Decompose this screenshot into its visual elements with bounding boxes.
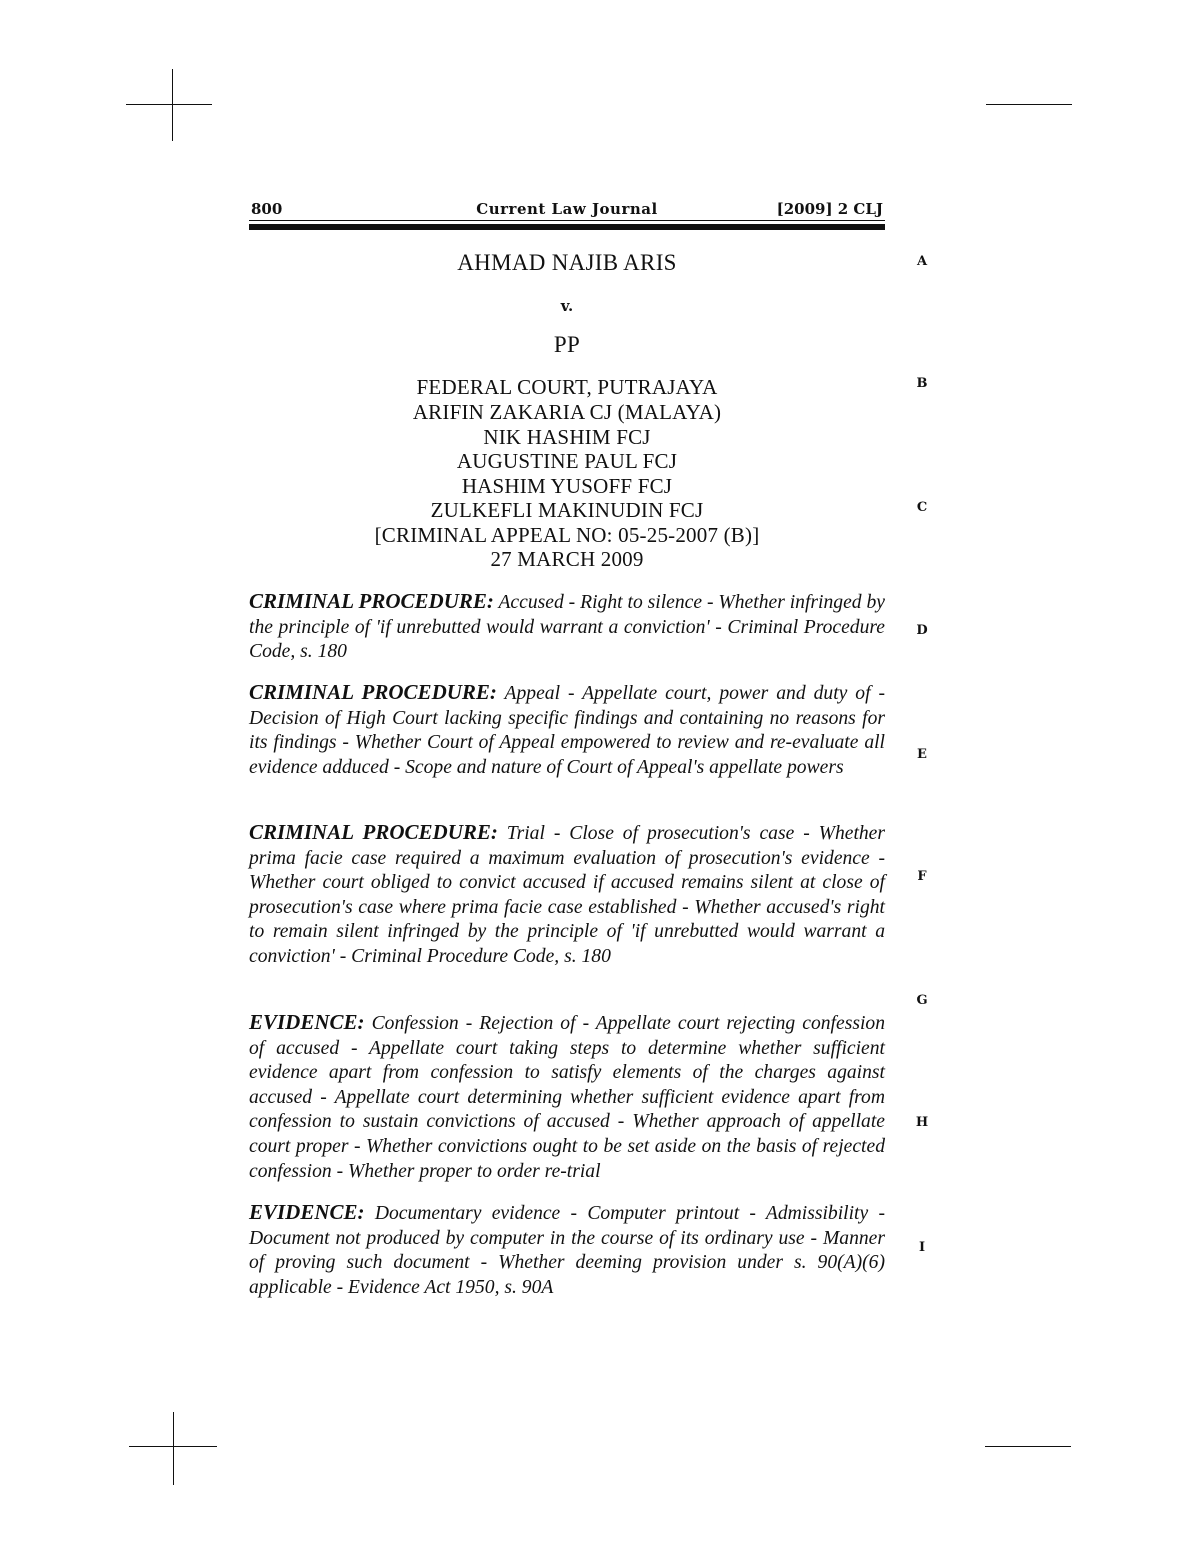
margin-letter: H [915,1115,929,1130]
catchword-heading: CRIMINAL PROCEDURE: [249,820,498,844]
catchword-paragraph [249,589,885,665]
catchword-paragraph [249,1200,885,1300]
catchword-heading: EVIDENCE: [249,1010,365,1034]
margin-letter: C [916,500,928,515]
appeal-number: [CRIMINAL APPEAL NO: 05-25-2007 (B)] [374,523,760,547]
page-number: 800 [251,200,283,218]
margin-letter: F [917,869,927,884]
margin-letter: A [916,254,928,269]
catchword-heading: CRIMINAL PROCEDURE: [249,680,497,704]
catchword-text: Trial - Close of prosecution's case - Whether prima facie case required a maximum evaluation of prosecution's evidence - Whether court obliged to convict accused if accused remains silent at close of prosecution's case where prima facie case established - Whether accused's right to remain silent infringed by the principle of 'if unrebutted would warrant a conviction' - Criminal Procedure Code, s. 180 [249,823,886,967]
catchword-paragraph [249,680,885,780]
margin-letter: E [917,747,927,762]
crop-mark-bottom-right-horizontal [985,1446,1071,1447]
crop-mark-bottom-left-vertical [173,1412,174,1485]
margin-letter: I [918,1240,926,1255]
crop-mark-top-left-horizontal [126,104,212,105]
catchword-paragraph [249,820,885,970]
judgment-date: 27 MARCH 2009 [490,547,644,571]
catchword-heading: EVIDENCE: [249,1200,365,1224]
margin-letter: B [916,376,928,391]
running-header [249,200,885,220]
journal-title: Current Law Journal [476,200,658,218]
catchword-text: Confession - Rejection of - Appellate court rejecting confession of accused - Appellate court taking steps to determine whether sufficient evidence apart from confession to satisfy elements of the charges against accused - Appellate court determining whether sufficient evidence apart from confession to sustain convictions of accused - Whether approach of appellate court proper - Whether convictions ought to be set aside on the basis of rejected confession - Whether proper to order re-trial [249,1013,885,1182]
respondent-name: PP [553,332,581,357]
catchword-text: Appeal - Appellate court, power and duty of - Decision of High Court lacking specific findings and containing no reasons for its findings - Whether Court of Appeal empowered to review and re-evaluate all evidence adduced - Scope and nature of Court of Appeal's appellate powers [249,683,886,778]
catchword-text: Documentary evidence - Computer printout - Admissibility - Document not produced by computer in the course of its ordinary use - Manner of proving such document - Whether deeming provision under s. 90(A)(6) applicable - Evidence Act 1950, s. 90A [249,1203,885,1298]
appellant-name: AHMAD NAJIB ARIS [457,250,677,275]
header-rule-thick [249,224,885,230]
crop-mark-top-right-horizontal [986,104,1072,105]
court-name: FEDERAL COURT, PUTRAJAYA [416,375,718,399]
judge-line: ZULKEFLI MAKINUDIN FCJ [430,498,704,522]
judge-line: ARIFIN ZAKARIA CJ (MALAYA) [412,400,722,424]
judge-line: HASHIM YUSOFF FCJ [461,474,673,498]
crop-mark-top-left-vertical [172,69,173,141]
catchword-heading: CRIMINAL PROCEDURE: [249,589,494,613]
judge-line: NIK HASHIM FCJ [483,425,651,449]
margin-letter: D [916,623,928,638]
catchword-text: Accused - Right to silence - Whether infringed by the principle of 'if unrebutted would warrant a conviction' - Criminal Procedure Code, s. 180 [249,592,885,663]
versus: v. [560,297,574,315]
margin-letter: G [916,993,928,1008]
citation: [2009] 2 CLJ [776,200,883,218]
catchword-paragraph [249,1010,885,1184]
judge-line: AUGUSTINE PAUL FCJ [456,449,678,473]
header-rule-thin [249,220,885,221]
